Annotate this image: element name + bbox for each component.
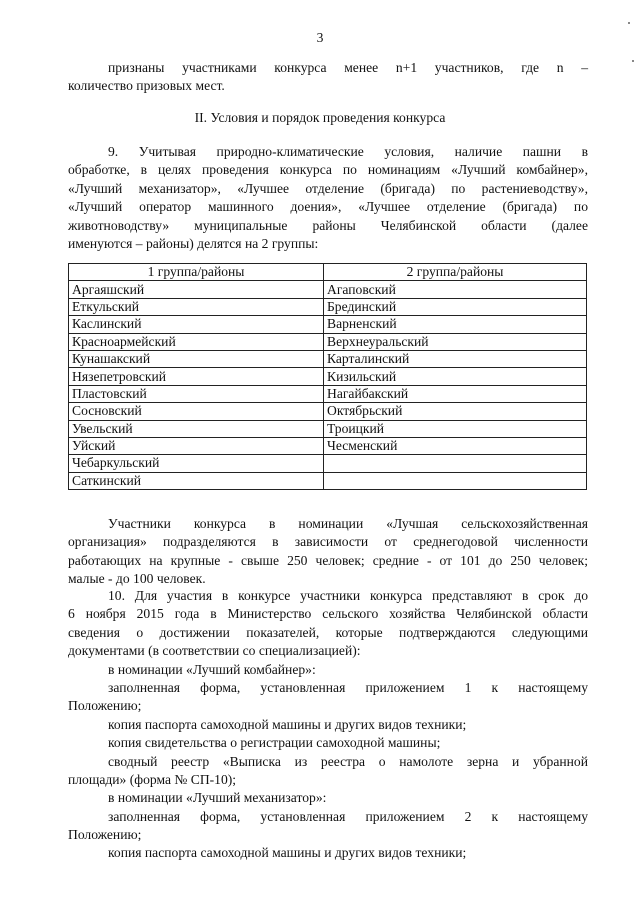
table-row <box>69 420 587 437</box>
table-row <box>69 368 587 385</box>
text-line: именуются – районы) делятся на 2 группы: <box>68 235 319 251</box>
text-line: количество призовых мест. <box>68 78 225 94</box>
table-cell: Увельский <box>69 420 324 437</box>
text-line: в номинации «Лучший механизатор»: <box>108 790 327 806</box>
table-cell: Чебаркульский <box>69 455 324 472</box>
text-line: сводный реестр «Выписка из реестра о намолоте зерна и убранной <box>108 753 588 769</box>
district-groups-table <box>68 263 587 490</box>
table-cell <box>324 455 587 472</box>
text-line: Положению; <box>68 698 142 714</box>
table-cell: Саткинский <box>69 472 324 489</box>
text-line: документами (в соответствии со специализацией): <box>68 643 361 659</box>
table-cell: Варненский <box>324 316 587 333</box>
text-line: площади» (форма № СП-10); <box>68 771 237 787</box>
text-line: 6 ноября 2015 года в Министерство сельского хозяйства Челябинской области <box>68 606 588 622</box>
table-row <box>69 472 587 489</box>
table-cell: Чесменский <box>324 437 587 454</box>
table-cell: Агаповский <box>324 281 587 298</box>
table-cell: Пластовский <box>69 385 324 402</box>
text-line: «Лучший механизатор», «Лучшее отделение (бригада) по растениеводству», <box>68 180 588 196</box>
table-row <box>69 316 587 333</box>
table-cell: Сосновский <box>69 403 324 420</box>
table-row <box>69 403 587 420</box>
text-line: организация» подразделяются в зависимости от среднегодовой численности <box>68 534 588 550</box>
table-cell: Верхнеуральский <box>324 333 587 350</box>
table-header-cell: 1 группа/районы <box>69 264 324 281</box>
table-header-cell: 2 группа/районы <box>324 264 587 281</box>
table-row <box>69 333 587 350</box>
table-cell: Каслинский <box>69 316 324 333</box>
text-line: животноводству» муниципальные районы Челябинской области (далее <box>68 217 588 233</box>
text-line: 10. Для участия в конкурсе участники конкурса представляют в срок до <box>108 588 588 603</box>
table-cell: Еткульский <box>69 298 324 315</box>
table-row <box>69 455 587 472</box>
table-row <box>69 350 587 367</box>
text-line: обработке, в целях проведения конкурса по номинациям «Лучший комбайнер», <box>68 162 588 178</box>
text-line: заполненная форма, установленная приложением 2 к настоящему <box>108 808 588 824</box>
scan-speck <box>628 22 630 24</box>
table-header-row <box>69 264 587 281</box>
intro-paragraph <box>68 59 588 96</box>
table-cell: Нязепетровский <box>69 368 324 385</box>
text-line: 9. Учитывая природно-климатические условия, наличие пашни в <box>108 144 588 159</box>
text-line: в номинации «Лучший комбайнер»: <box>108 661 316 677</box>
text-line: Положению; <box>68 827 142 843</box>
table-cell: Брединский <box>324 298 587 315</box>
table-cell: Кизильский <box>324 368 587 385</box>
paragraph-10 <box>68 587 588 863</box>
table-cell: Нагайбакский <box>324 385 587 402</box>
table-cell: Красноармейский <box>69 333 324 350</box>
text-line: копия паспорта самоходной машины и других видов техники; <box>108 716 467 732</box>
text-line: малые - до 100 человек. <box>68 571 206 587</box>
section-heading: II. Условия и порядок проведения конкурса <box>194 110 446 125</box>
table-cell <box>324 472 587 489</box>
page-number: 3 <box>316 30 324 45</box>
text-line: «Лучший оператор машинного доения», «Лучшее отделение (бригада) по <box>68 199 588 215</box>
text-line: работающих на крупные - свыше 250 человек; средние - от 101 до 250 человек; <box>68 552 588 568</box>
table-row <box>69 385 587 402</box>
text-line: сведения о достижении показателей, которые подтверждаются следующими <box>68 624 588 640</box>
table-row <box>69 437 587 454</box>
table-cell: Уйский <box>69 437 324 454</box>
text-line: заполненная форма, установленная приложением 1 к настоящему <box>108 679 588 695</box>
table-cell: Троицкий <box>324 420 587 437</box>
table-cell: Кунашакский <box>69 350 324 367</box>
table-cell: Аргаяшский <box>69 281 324 298</box>
text-line: признаны участниками конкурса менее n+1 участников, где n – <box>108 60 588 75</box>
table-row <box>69 298 587 315</box>
text-line: копия паспорта самоходной машины и других видов техники; <box>108 845 467 861</box>
scan-speck <box>632 60 634 62</box>
participants-paragraph <box>68 515 588 589</box>
text-line: копия свидетельства о регистрации самоходной машины; <box>108 735 441 751</box>
text-line: Участники конкурса в номинации «Лучшая сельскохозяйственная <box>108 516 588 531</box>
table-cell: Октябрьский <box>324 403 587 420</box>
paragraph-9 <box>68 143 588 253</box>
table-cell: Карталинский <box>324 350 587 367</box>
table-row <box>69 281 587 298</box>
